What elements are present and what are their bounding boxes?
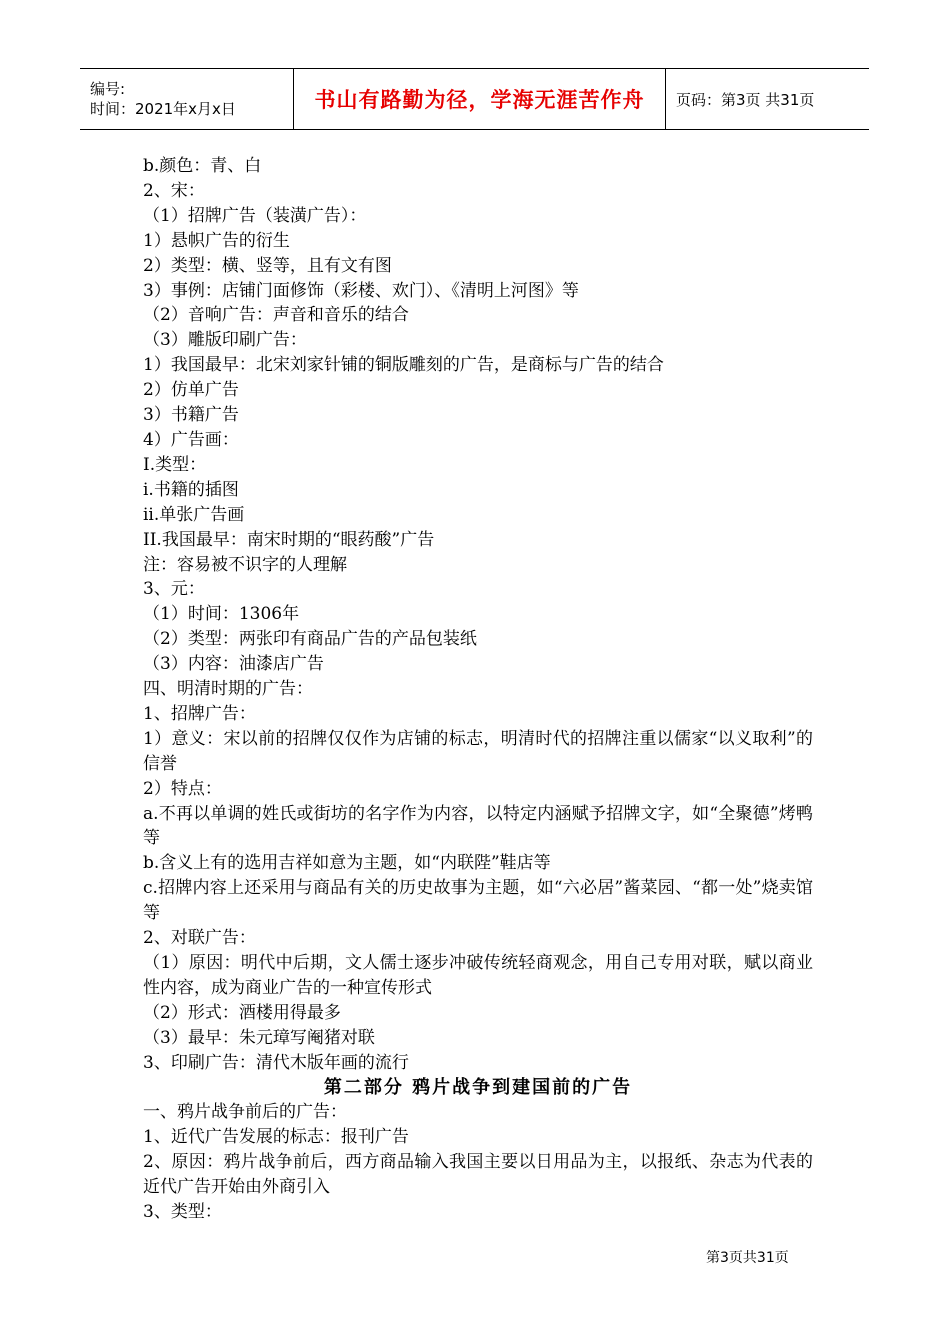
text-line: i.书籍的插图 bbox=[143, 479, 239, 500]
text-line: 1）悬帜广告的衍生 bbox=[143, 230, 290, 251]
paragraph: （1）原因：明代中后期，文人儒士逐步冲破传统轻商观念，用自己专用对联，赋以商业性内容，成为商业广告的一种宣传形式 bbox=[143, 953, 813, 998]
text-line: 2）特点： bbox=[143, 778, 222, 799]
text-line: 2）类型：横、竖等，且有文有图 bbox=[143, 255, 392, 276]
text-line: 一、鸦片战争前后的广告： bbox=[143, 1102, 347, 1123]
document-date: 时间：2021年x月x日 bbox=[90, 100, 236, 118]
text-line: 1、招牌广告： bbox=[143, 703, 256, 724]
page-header bbox=[80, 68, 869, 130]
text-line: 3、印刷广告：清代木版年画的流行 bbox=[143, 1052, 409, 1073]
text-line: 3）书籍广告 bbox=[143, 405, 239, 426]
text-line: （2）类型：两张印有商品广告的产品包装纸 bbox=[143, 629, 477, 650]
page-footer: 第3页共31页 bbox=[706, 1250, 789, 1266]
header-page-number: 页码：第3页 共31页 bbox=[676, 90, 815, 109]
text-line: b.颜色：青、白 bbox=[143, 156, 262, 176]
text-line: （1）招牌广告（装潢广告）： bbox=[143, 205, 367, 226]
text-line: 1、近代广告发展的标志：报刊广告 bbox=[143, 1127, 409, 1148]
text-line: b.含义上有的选用吉祥如意为主题，如“内联陛”鞋店等 bbox=[143, 853, 551, 874]
text-line: （3）最早：朱元璋写阉猪对联 bbox=[143, 1027, 375, 1048]
header-page-cell bbox=[666, 69, 869, 129]
text-line: （3）内容：油漆店广告 bbox=[143, 654, 324, 675]
text-line: 2、宋： bbox=[143, 180, 205, 201]
text-line: 四、明清时期的广告： bbox=[143, 679, 313, 700]
paragraph: a.不再以单调的姓氏或街坊的名字作为内容，以特定内涵赋予招牌文字，如“全聚德”烤鸭等 bbox=[143, 803, 813, 849]
text-line: II.我国最早：南宋时期的“眼药酸”广告 bbox=[143, 529, 435, 550]
text-line: 3、类型： bbox=[143, 1202, 222, 1223]
document-number-label: 编号: bbox=[90, 80, 126, 98]
text-line: （2）音响广告：声音和音乐的结合 bbox=[143, 305, 409, 326]
text-line: （1）时间：1306年 bbox=[143, 604, 300, 625]
text-line: （3）雕版印刷广告： bbox=[143, 330, 307, 351]
header-motto-cell bbox=[294, 69, 666, 129]
text-line: 1）我国最早：北宋刘家针铺的铜版雕刻的广告，是商标与广告的结合 bbox=[143, 355, 664, 376]
header-meta bbox=[80, 69, 294, 129]
text-line: I.类型： bbox=[143, 454, 207, 475]
text-line: 2、对联广告： bbox=[143, 928, 256, 949]
text-line: 3、元： bbox=[143, 579, 205, 600]
paragraph: c.招牌内容上还采用与商品有关的历史故事为主题，如“六必居”酱菜园、“都一处”烧卖馆等 bbox=[143, 878, 813, 924]
header-motto: 书山有路勤为径，学海无涯苦作舟 bbox=[314, 88, 645, 112]
section-heading: 第二部分 鸦片战争到建国前的广告 bbox=[323, 1076, 633, 1098]
text-line: 注：容易被不识字的人理解 bbox=[143, 554, 347, 575]
document-body bbox=[143, 154, 813, 1225]
text-line: 4）广告画： bbox=[143, 429, 239, 450]
text-line: ii.单张广告画 bbox=[143, 504, 245, 525]
paragraph: 2、原因：鸦片战争前后，西方商品输入我国主要以日用品为主，以报纸、杂志为代表的近代广告开始由外商引入 bbox=[143, 1152, 813, 1198]
text-line: 3）事例：店铺门面修饰（彩楼、欢门）、《清明上河图》等 bbox=[143, 280, 579, 301]
paragraph: 1）意义：宋以前的招牌仅仅作为店铺的标志，明清时代的招牌注重以儒家“以义取利”的信誉 bbox=[143, 728, 813, 774]
text-line: （2）形式：酒楼用得最多 bbox=[143, 1002, 341, 1023]
text-line: 2）仿单广告 bbox=[143, 380, 239, 401]
